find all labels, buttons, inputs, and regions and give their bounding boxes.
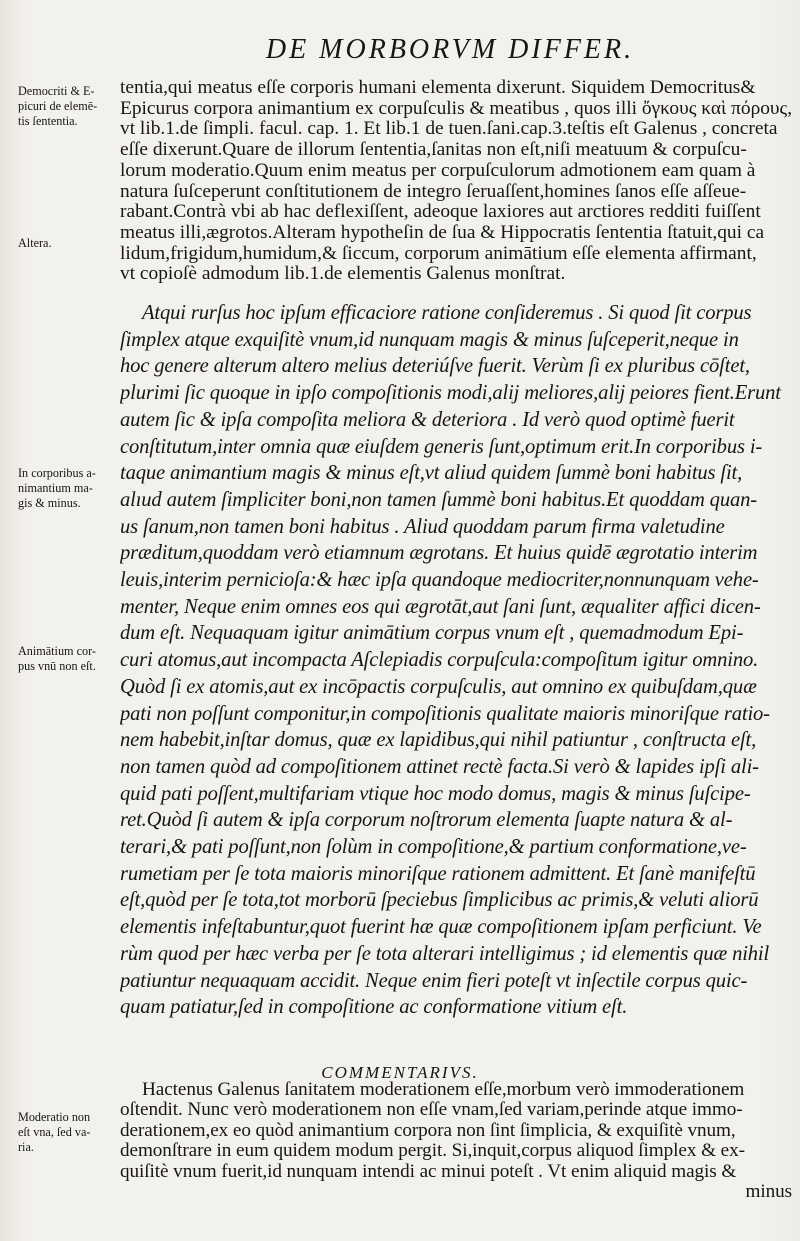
text-line: Hactenus Galenus ſanitatem moderationem eſſe,morbum verò immoderationem xyxy=(142,1080,745,1100)
text-line: quiſitè vnum fuerit,id nunquam intendi ac minui poteſt . Vt enim aliquid magis & xyxy=(120,1161,737,1182)
text-line: natura ſuſceperunt conſtitutionem de integro ſeruaſſent,homines ſanos eſſe aſſeue- xyxy=(120,181,747,202)
text-line: tentia,qui meatus eſſe corporis humani elementa dixerunt. Siquidem Democritus& xyxy=(120,78,756,98)
text-line: eſſe dixerunt.Quare de illorum ſententia,ſanitas non eſt,niſi meatuum & corpuſcu- xyxy=(120,140,747,161)
text-line: dum eſt. Nequaquam igitur animātium corpus vnum eſt , quemadmodum Epi- xyxy=(120,622,744,645)
text-line: vt lib.1.de ſimpli. facul. cap. 1. Et lib.1 de tuen.ſani.cap.3.teſtis eſt Galenus , concreta xyxy=(120,119,778,140)
text-line: demonſtrare in eum quidem modum pergit. Si,inquit,corpus aliquod ſimplex & ex- xyxy=(120,1141,745,1162)
marginal-note-altera xyxy=(18,236,126,251)
text-line: lorum moderatio.Quum enim meatus per corpuſculorum admotionem eam quam à xyxy=(120,160,756,181)
marginal-note-democritus xyxy=(18,84,126,129)
marginal-note-line: Animātium cor- xyxy=(18,644,96,658)
marginal-note-corporibus xyxy=(18,466,126,511)
text-line: rumetiam per ſe tota maioris minoriſque rationem admittent. Et ſanè manifeſtū xyxy=(120,862,756,885)
marginal-note-line: tis ſententia. xyxy=(18,114,78,128)
text-line: hoc genere alterum altero melius deteriúſve fuerit. Verùm ſi ex pluribus cōſtet, xyxy=(120,355,750,378)
text-block-opening xyxy=(120,78,792,285)
marginal-note-line: eſt vna, ſed va- xyxy=(18,1125,91,1139)
marginal-note-animatium xyxy=(18,644,126,674)
marginal-note-line: Moderatio non xyxy=(18,1110,91,1124)
text-line: quam patiatur,ſed in compoſitione ac conformatione vitium eſt. xyxy=(120,996,628,1019)
text-line: quid pati poſſent,multifariam vtique hoc modo domus, magis & minus ſuſcipe- xyxy=(120,782,751,805)
text-line: conſtitutum,inter omnia quæ eiuſdem generis ſunt,optimum erit.In corporibus i- xyxy=(120,435,763,458)
marginal-note-line: ria. xyxy=(18,1140,34,1154)
marginal-note-line: nimantium ma- xyxy=(18,481,93,495)
text-line: curi atomus,aut incompacta Aſclepiadis corpuſcula:compoſitum igitur omnino. xyxy=(120,649,759,672)
text-line: rùm quod per hæc verba per ſe tota alterari intelligimus ; id elementis quæ nihil xyxy=(120,942,770,965)
text-line: Epicurus corpora animantium ex corpuſculis & meatibus , quos illi ὄγκους καὶ πόρους, xyxy=(120,98,792,119)
text-line: alıud autem ſimpliciter boni,non tamen ſummè boni habitus.Et quoddam quan- xyxy=(120,488,757,511)
text-line: nem habebit,inſtar domus, quæ ex lapidibus,qui nihil patiuntur , conſtructa eſt, xyxy=(120,729,757,752)
marginal-note-line: In corporibus a- xyxy=(18,466,96,480)
catchword: minus xyxy=(745,1182,792,1203)
text-line: præditum,quoddam verò etiamnum ægrotans. Et huius quidē ægrotatio interim xyxy=(120,542,758,565)
text-line: Atqui rurſus hoc ipſum efficaciore ratione conſideremus . Si quod ſit corpus xyxy=(142,302,752,324)
text-line: pati non poſſunt componitur,in compoſitionis qualitate maioris minoriſque ratio- xyxy=(120,702,770,725)
marginal-note-line: Democriti & E- xyxy=(18,84,95,98)
running-title: DE MORBORVM DIFFER. xyxy=(265,34,635,65)
text-line: elementis infeſtabuntur,quot fuerint hæ quæ compoſitionem ipſam perficiunt. Ve xyxy=(120,916,762,939)
marginal-note-line: picuri de elemē- xyxy=(18,99,98,113)
marginal-note-line: pus vnū non eſt. xyxy=(18,659,96,673)
text-line: patiuntur nequaquam accidit. Neque enim fieri poteſt vt inſectile corpus quic- xyxy=(120,969,748,992)
marginal-note-line: gis & minus. xyxy=(18,496,81,510)
section-heading: COMMENTARIVS. xyxy=(321,1063,479,1082)
text-line: Quòd ſi ex atomis,aut ex incōpactis corpuſculis, aut omnino ex quibuſdam,quæ xyxy=(120,675,757,698)
marginal-note-line: Altera. xyxy=(18,236,52,250)
text-line: us ſanum,non tamen boni habitus . Aliud quoddam parum firma valetudine xyxy=(120,515,725,538)
text-block-galen-italic xyxy=(120,300,792,1021)
text-line: non tamen quòd ad compoſitionem attinet rectè facta.Si verò & lapides ipſi ali- xyxy=(120,755,759,778)
text-line: meatus illi,ægrotos.Alteram hypotheſin de ſua & Hippocratis ſententia ſtatuit,qui ca xyxy=(120,222,765,243)
text-line: rabant.Contrà vbi ab hac deflexiſſent, adeoque laxiores aut arctiores redditi fuiſſent xyxy=(120,202,761,223)
text-line: autem ſic & ipſa compoſita meliora & deteriora . Id verò quod optimè fuerit xyxy=(120,408,735,431)
text-block-commentary xyxy=(120,1080,792,1202)
text-line: vt copioſè admodum lib.1.de elementis Galenus monſtrat. xyxy=(120,264,566,285)
text-line: menter, Neque enim omnes eos qui ægrotāt,aut ſani ſunt, æqualiter affici dicen- xyxy=(120,595,761,618)
text-line: leuis,interim pernicioſa:& hæc ipſa quandoque mediocriter,nonnunquam vehe- xyxy=(120,569,759,592)
text-line: taque animantium magis & minus eſt,vt aliud quidem ſummè boni habitus ſit, xyxy=(120,462,743,485)
text-line: eſt,quòd per ſe tota,tot morborū ſpeciebus ſimplicibus ac primis,& veluti aliorū xyxy=(120,889,759,912)
text-line: ret.Quòd ſi autem & ipſa corporum noſtrorum elementa ſuapte natura & al- xyxy=(120,809,733,832)
marginal-note-moderatio xyxy=(18,1110,126,1155)
text-line: lidum,frigidum,humidum,& ſiccum, corporum animātium eſſe elementa affirmant, xyxy=(120,243,757,264)
text-line: oſtendit. Nunc verò moderationem non eſſe vnam,ſed variam,perinde atque immo- xyxy=(120,1100,743,1121)
text-line: terari,& pati poſſunt,non ſolùm in compoſitione,& partium conformatione,ve- xyxy=(120,836,747,859)
text-line: derationem,ex eo quòd animantium corpora non ſint ſimplicia, & exquiſitè vnum, xyxy=(120,1120,736,1141)
text-line: plurimi ſic quoque in ipſo compoſitionis modi,alij meliores,alij peiores fient.Erunt xyxy=(120,382,781,405)
text-line: ſimplex atque exquiſitè vnum,id nunquam magis & minus ſuſceperit,neque in xyxy=(120,328,739,351)
